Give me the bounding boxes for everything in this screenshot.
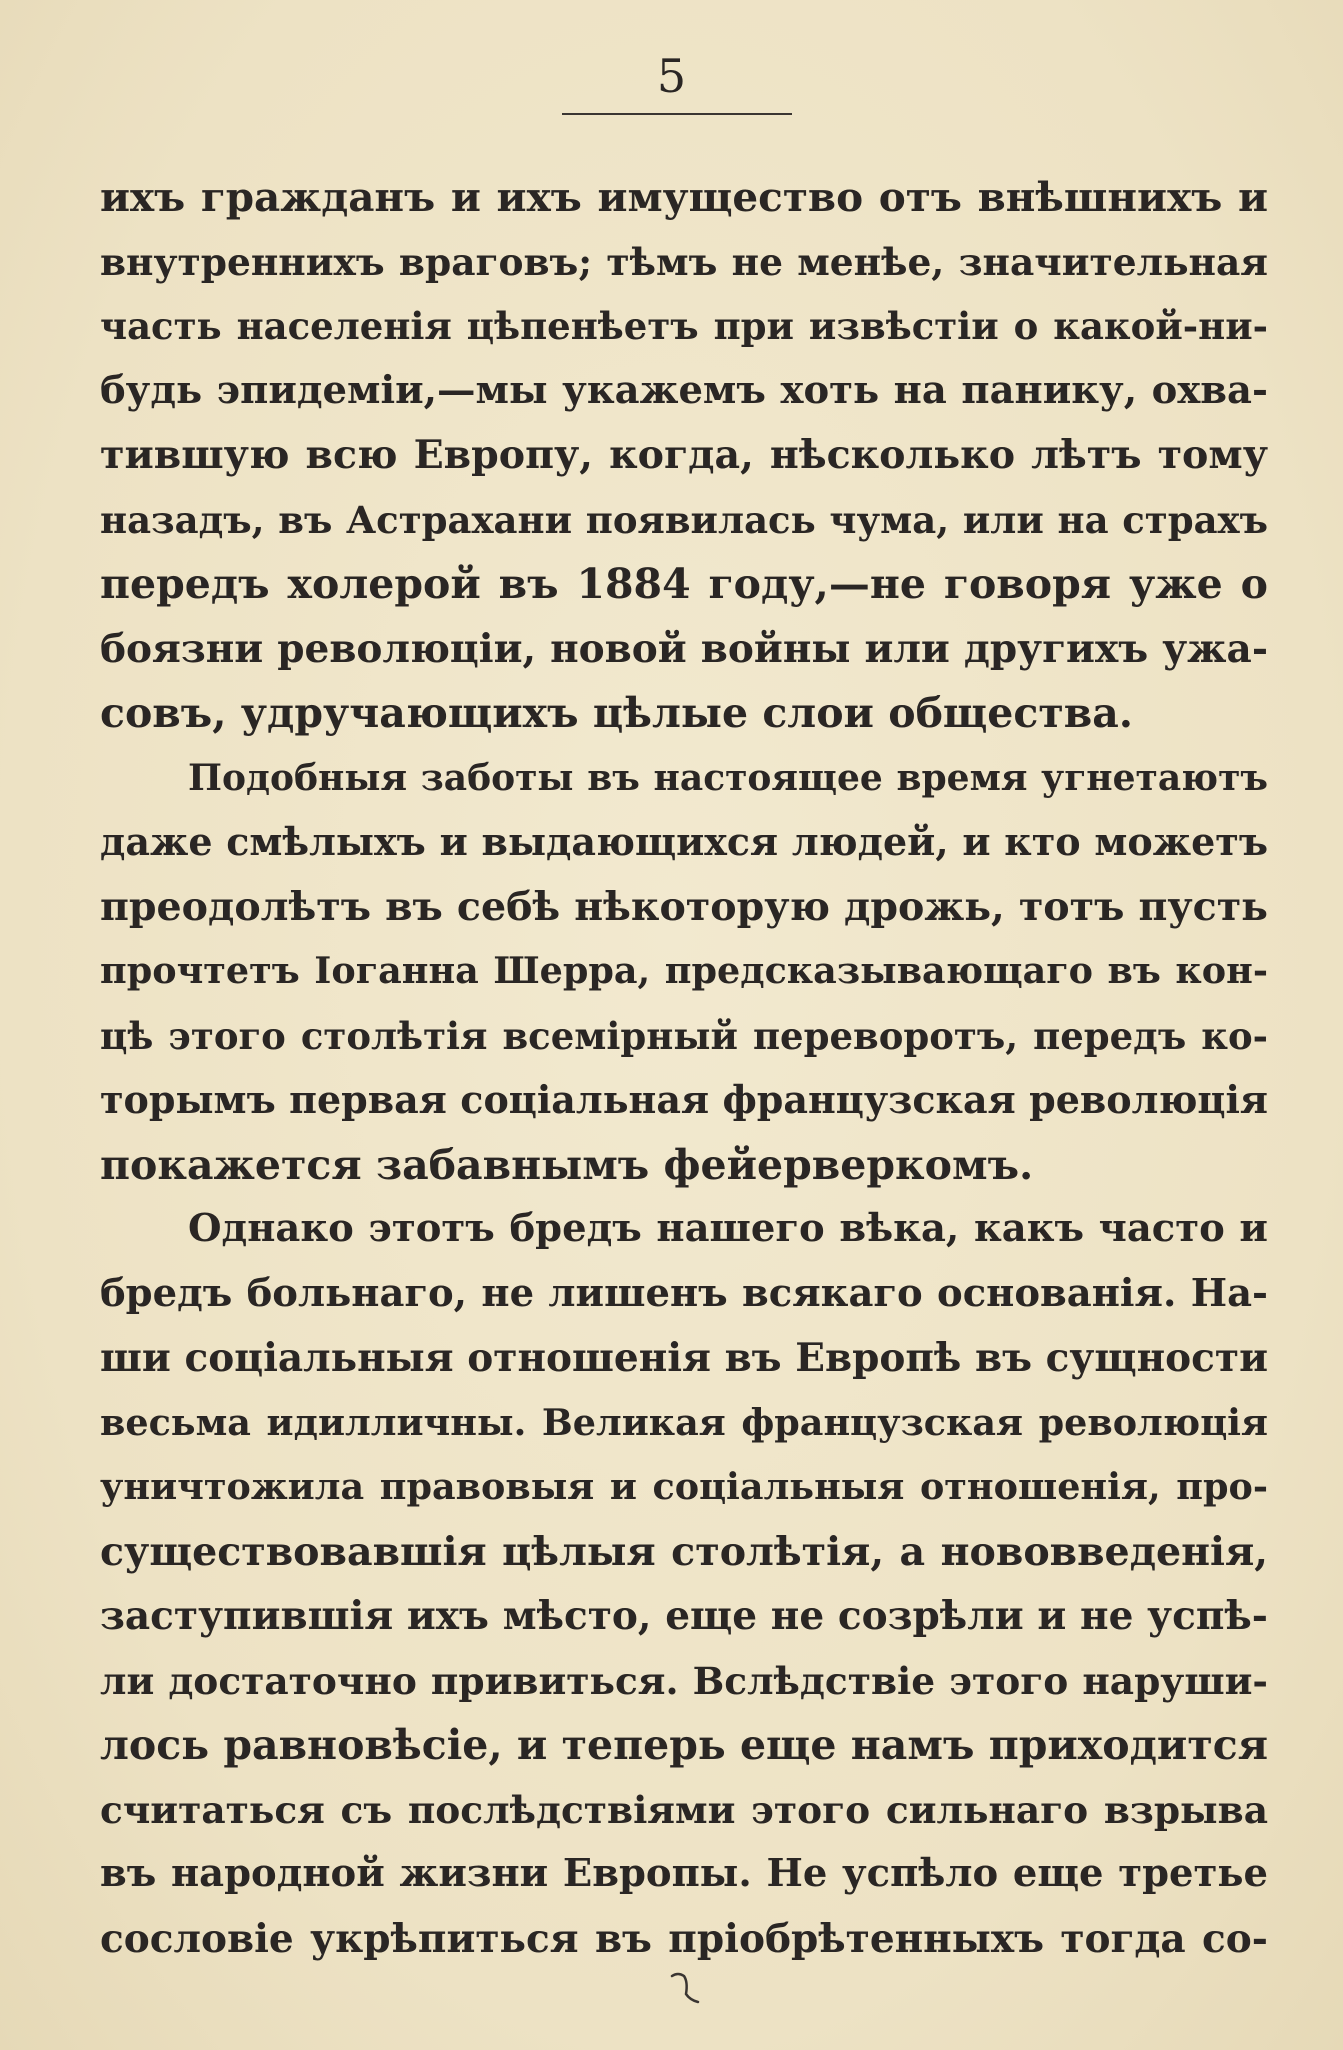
text-line: часть населенія цѣпенѣетъ при извѣстіи о какой-ни- [100,304,1268,348]
text-line: считаться съ послѣдствіями этого сильнаго взрыва [100,1787,1268,1832]
text-line: боязни революціи, новой войны или другихъ ужа- [100,625,1268,672]
text-line: покажется забавнымъ фейерверкомъ. [100,1140,1034,1189]
header-rule [562,113,792,115]
body-text [100,165,1268,1971]
text-line: весьма идилличны. Великая французская революція [100,1400,1268,1444]
text-line: ихъ гражданъ и ихъ имущество отъ внѣшнихъ и [100,173,1268,221]
text-line: ли достаточно привиться. Вслѣдствіе этого наруши- [100,1658,1268,1703]
text-line: преодолѣтъ въ себѣ нѣкоторую дрожь, тотъ пусть [100,883,1268,930]
text-line: бредъ больнаго, не лишенъ всякаго основанія. На- [100,1270,1268,1316]
text-line: цѣ этого столѣтія всеміpный переворотъ, передъ ко- [100,1013,1268,1058]
text-line: ши соціальныя отношенія въ Европѣ въ сущности [100,1335,1268,1381]
text-line: назадъ, въ Астрахани появилась чума, или на страхъ [100,497,1268,542]
text-line: тившую всю Европу, когда, нѣсколько лѣтъ тому [100,432,1268,478]
text-line: совъ, удручающихъ цѣлые слои общества. [100,689,1134,737]
text-line: будь эпидеміи,—мы укажемъ хоть на панику, охва- [100,367,1268,413]
text-line: лось равновѣсіе, и теперь еще намъ приходится [100,1721,1268,1769]
page-number: 5 [656,49,687,103]
text-line: торымъ первая соціальная французская революція [100,1077,1268,1122]
text-line: уничтожила правовыя и соціальныя отношенія, про- [100,1465,1268,1508]
text-line: прочтетъ Іоганна Шерра, предсказывающаго въ кон- [100,949,1268,992]
text-line: даже смѣлыхъ и выдающихся людей, и кто можетъ [100,819,1268,864]
text-line: въ народной жизни Европы. Не успѣло еще третье [100,1851,1268,1896]
text-line: заступившія ихъ мѣсто, еще не созрѣли и не успѣ- [100,1593,1268,1639]
text-line: Подобныя заботы въ настоящее время угнетаютъ [188,756,1268,799]
text-line: передъ холерой въ 1884 году,—не говоря уже о [100,560,1268,608]
text-line: Однако этотъ бредъ нашего вѣка, какъ часто и [188,1206,1268,1251]
text-line: существовавшія цѣлыя столѣтія, а нововведенія, [100,1528,1268,1575]
text-line: сословіе укрѣпиться въ пріобрѣтенныхъ тогда со- [100,1915,1268,1962]
text-line: внутреннихъ враговъ; тѣмъ не менѣе, значительная [100,239,1268,284]
ink-mark-icon [668,1970,708,2010]
